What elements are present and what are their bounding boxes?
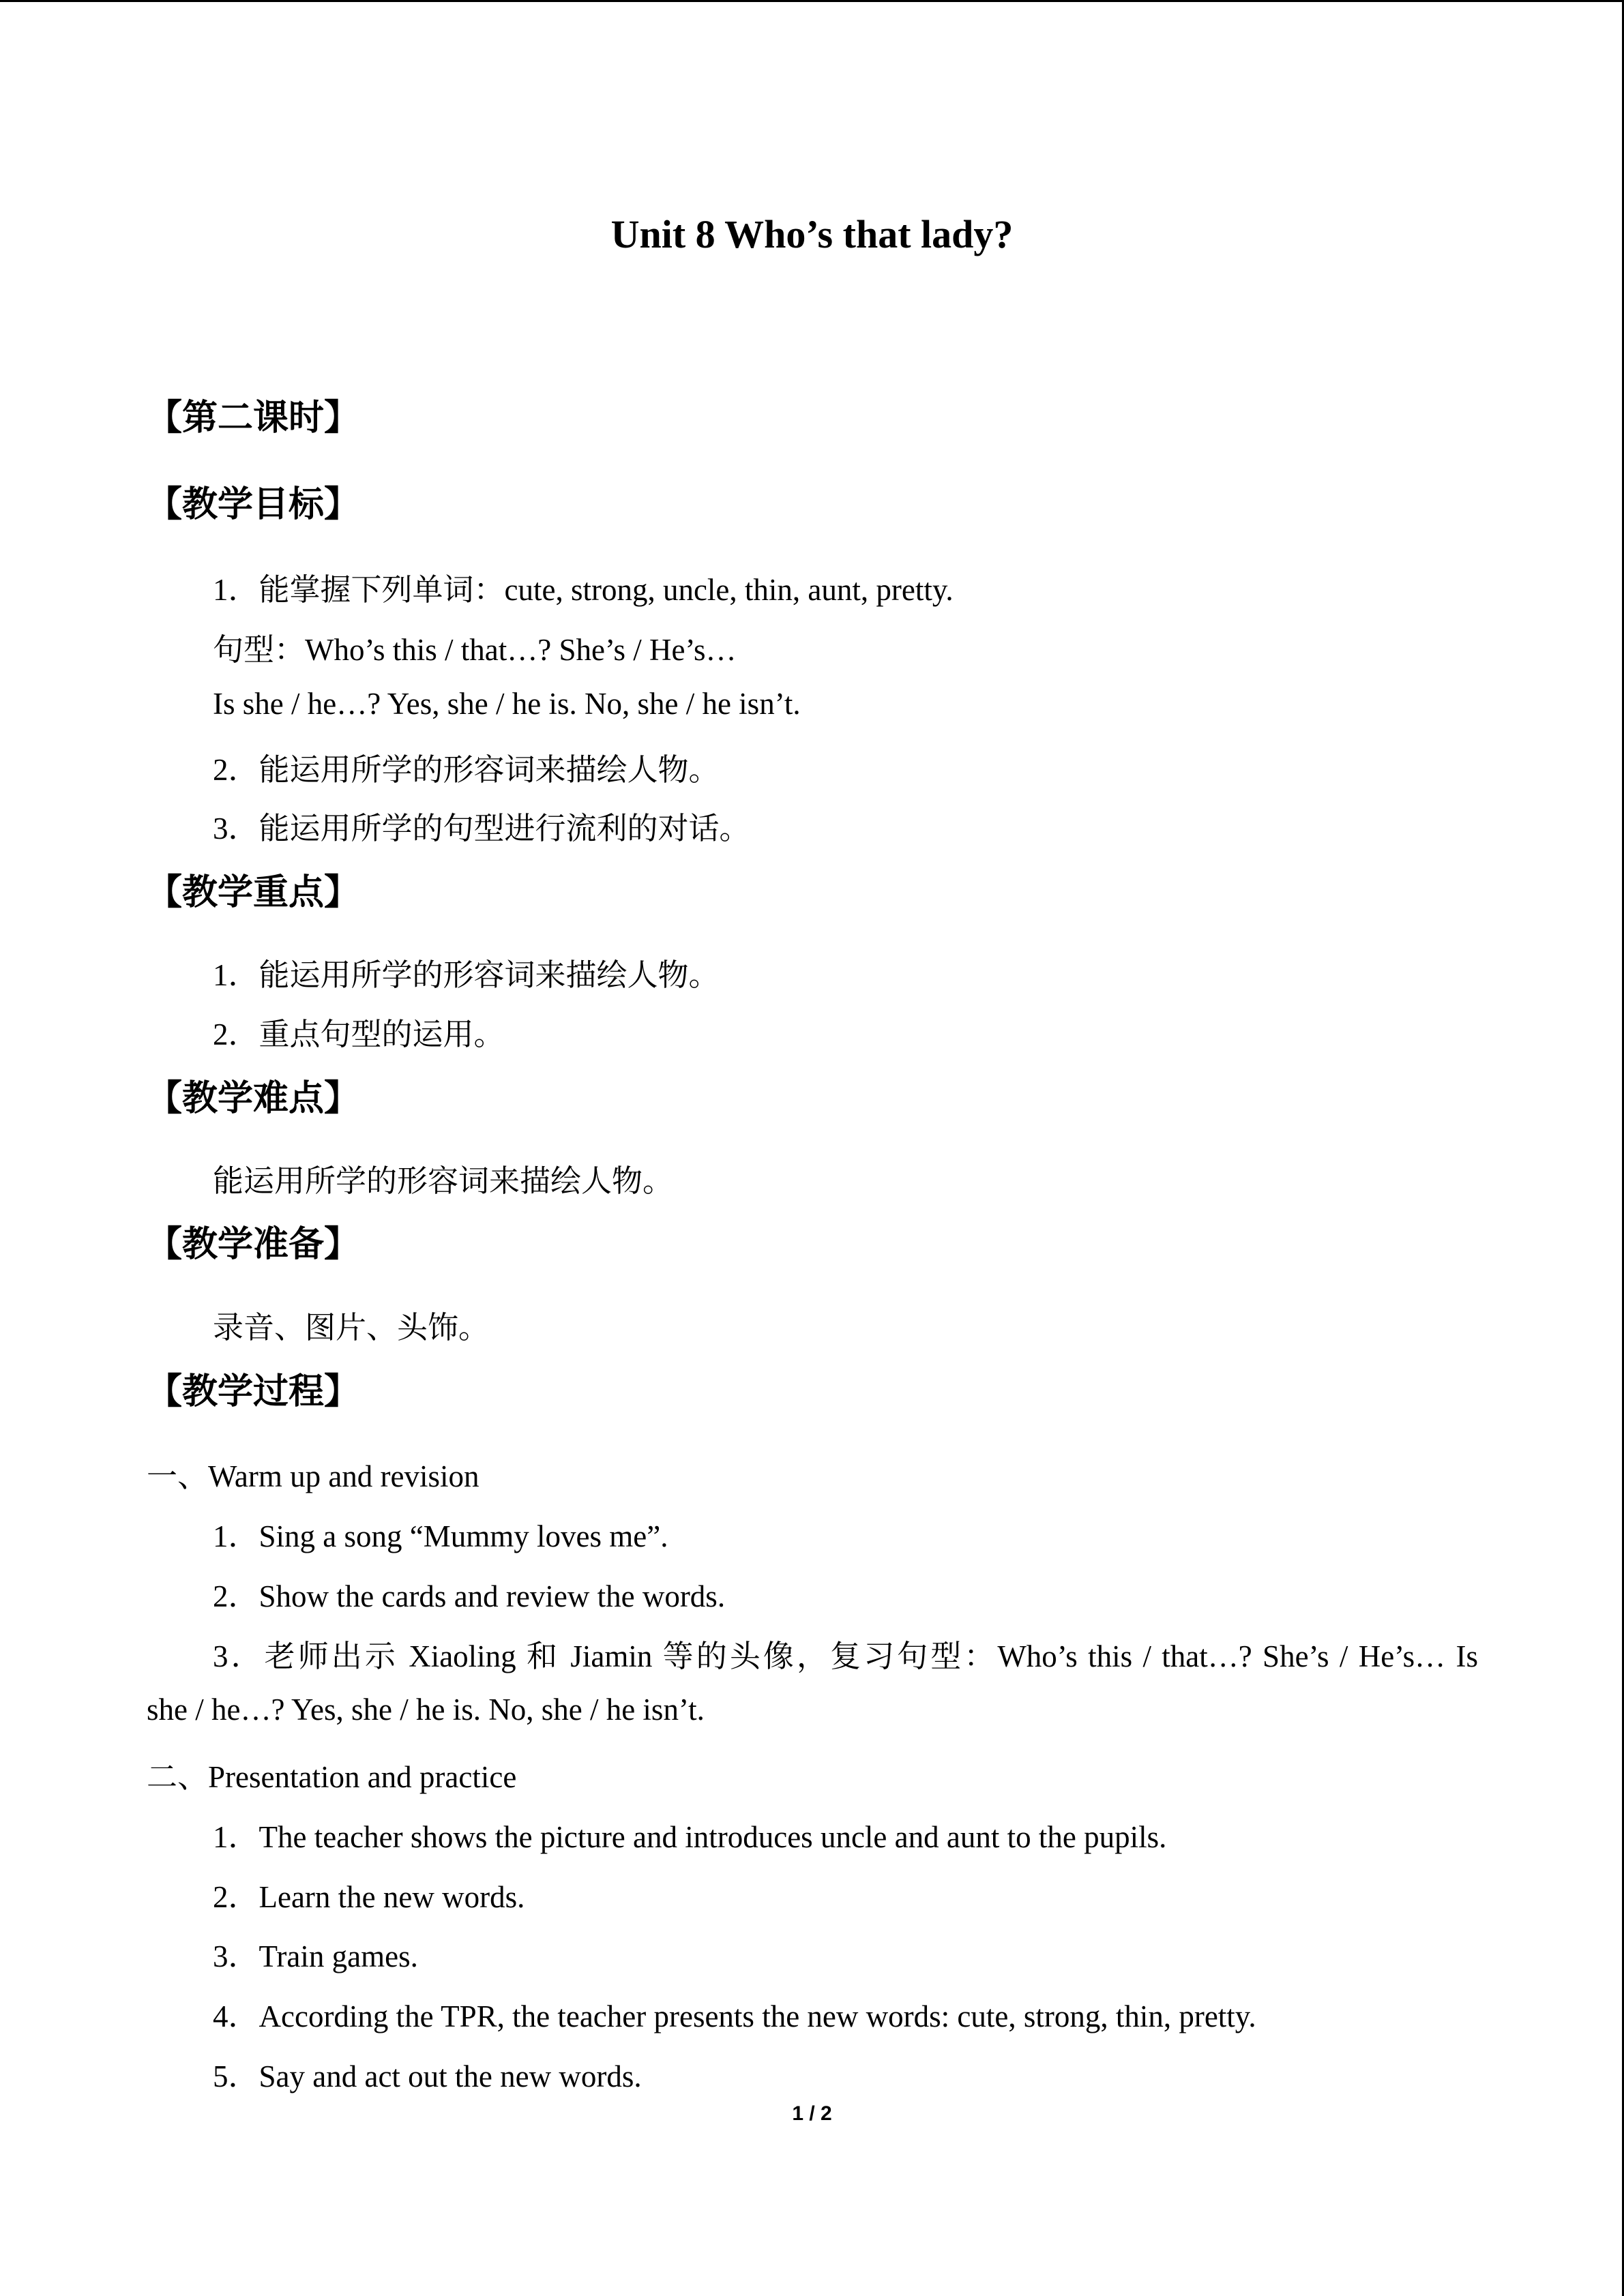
part2-step-3: 3．Train games. (213, 1939, 418, 1973)
part1-step-3: 3．老师出示 Xiaoling 和 Jiamin 等的头像，复习句型：Who’s this / that…? She’s / He’s… Is (213, 1639, 1478, 1673)
key-points-line-1: 1．能运用所学的形容词来描绘人物。 (213, 958, 720, 992)
objectives-line-3: Is she / he…? Yes, she / he is. No, she / he isn’t. (213, 687, 801, 721)
preparation-heading: 【教学准备】 (147, 1224, 360, 1265)
preparation-line-1: 录音、图片、头饰。 (213, 1311, 490, 1345)
part1-title: 一、Warm up and revision (147, 1459, 479, 1493)
part2-step-4: 4．According the TPR, the teacher presents the new words: cute, strong, thin, pretty. (213, 1999, 1256, 2033)
part1-step-3-continued: she / he…? Yes, she / he is. No, she / he isn’t. (147, 1693, 705, 1727)
objectives-heading: 【教学目标】 (147, 484, 360, 525)
difficulties-line-1: 能运用所学的形容词来描绘人物。 (213, 1164, 674, 1198)
lesson-heading: 【第二课时】 (147, 398, 360, 438)
difficulties-heading: 【教学难点】 (147, 1078, 360, 1119)
part2-title: 二、Presentation and practice (147, 1760, 517, 1794)
document-title: Unit 8 Who’s that lady? (610, 212, 1014, 256)
key-points-line-2: 2．重点句型的运用。 (213, 1017, 505, 1052)
part2-step-5: 5．Say and act out the new words. (213, 2059, 642, 2093)
part1-step-2: 2．Show the cards and review the words. (213, 1579, 726, 1613)
part1-step-1: 1．Sing a song “Mummy loves me”. (213, 1519, 668, 1553)
objectives-line-1: 1．能掌握下列单词：cute, strong, uncle, thin, aunt, pretty. (213, 573, 954, 607)
objectives-line-2: 句型：Who’s this / that…? She’s / He’s… (213, 633, 737, 667)
key-points-heading: 【教学重点】 (147, 872, 360, 913)
objectives-line-4: 2．能运用所学的形容词来描绘人物。 (213, 753, 720, 787)
objectives-line-5: 3．能运用所学的句型进行流利的对话。 (213, 811, 750, 846)
part2-step-1: 1．The teacher shows the picture and introduces uncle and aunt to the pupils. (213, 1820, 1167, 1854)
process-heading: 【教学过程】 (147, 1371, 360, 1412)
page-border-top (0, 0, 1624, 2)
page-number: 1 / 2 (792, 2102, 832, 2125)
part2-step-2: 2．Learn the new words. (213, 1880, 525, 1914)
